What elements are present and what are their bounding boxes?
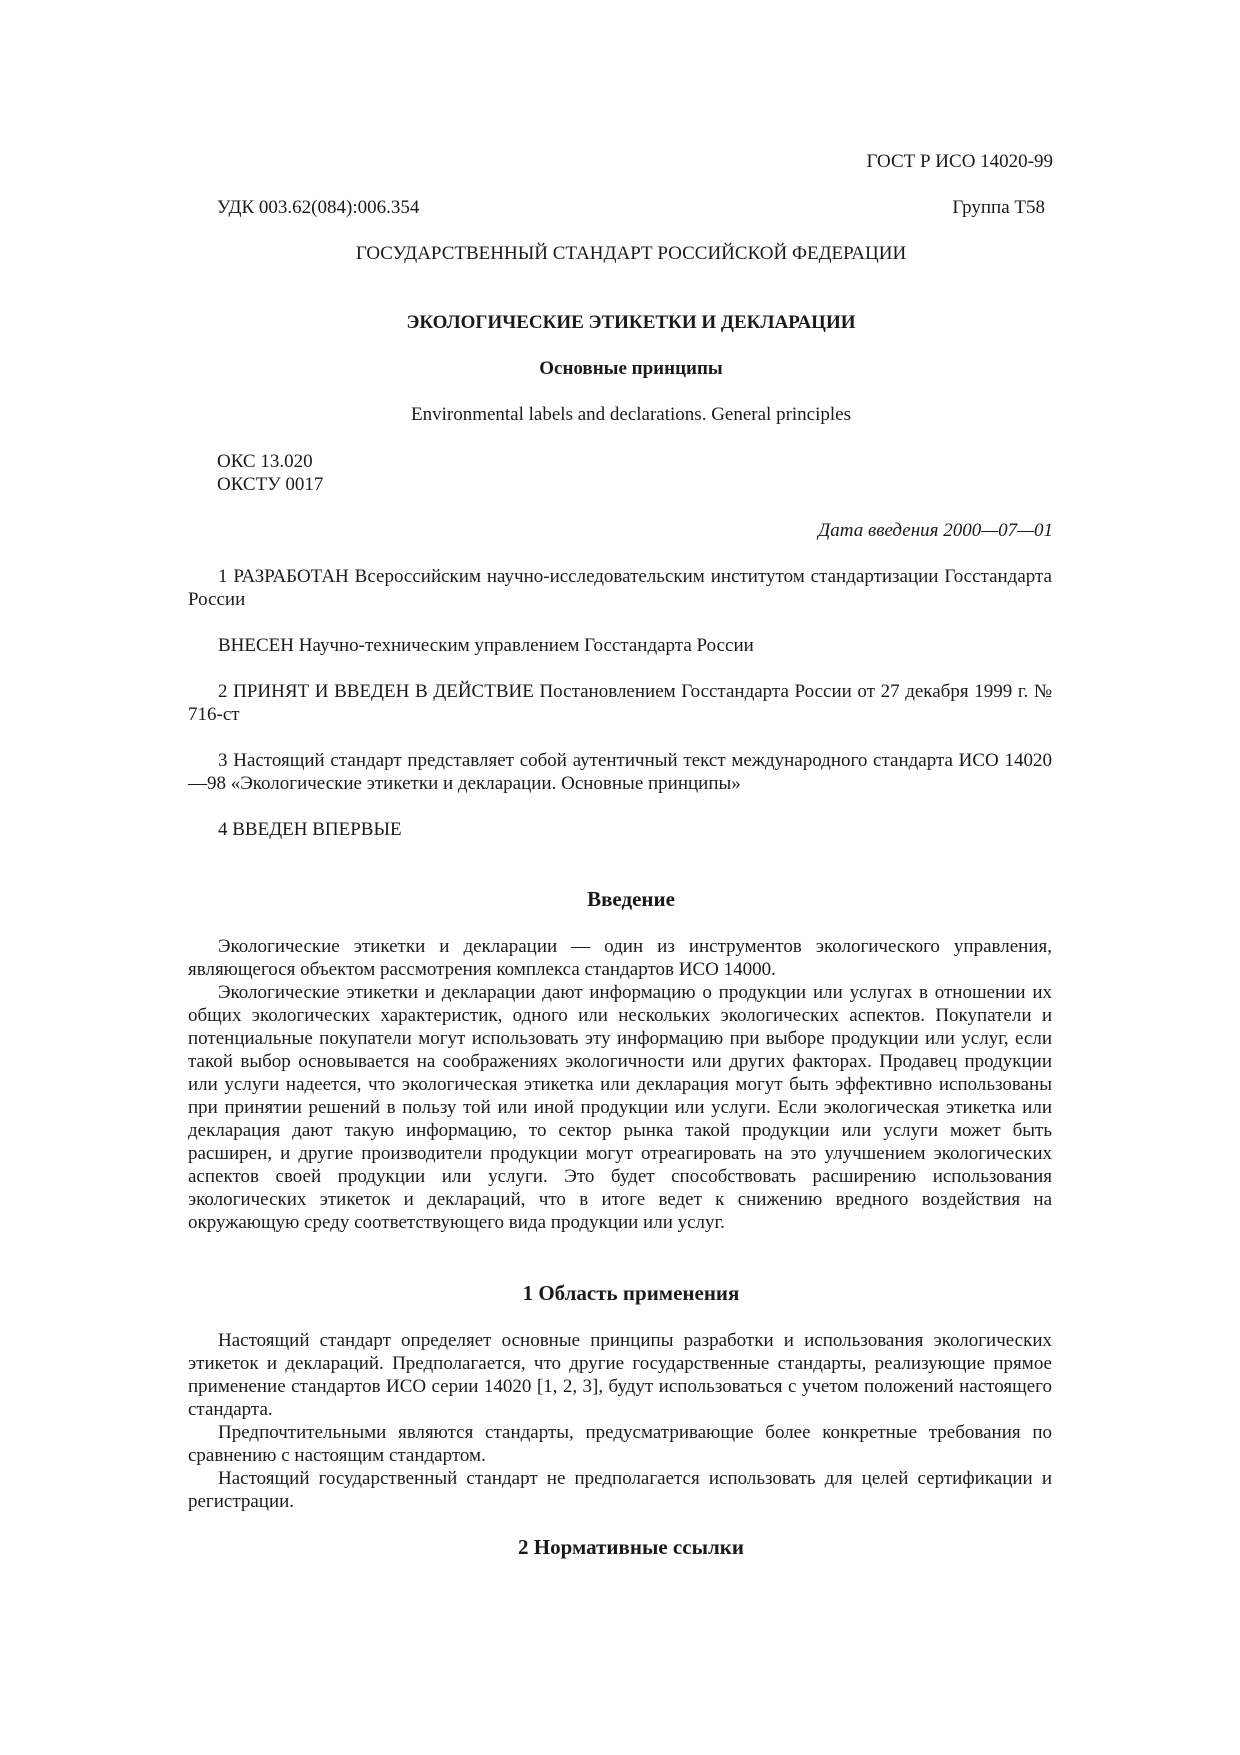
preface-text: ВНЕСЕН Научно-техническим управлением Госстандарта России (218, 635, 754, 656)
scope-paragraph: Настоящий стандарт определяет основные принципы разработки и использования экологических этикеток и деклараций. Предполагается, что другие государственные стандарты, реализующие прямое применение стандартов ИСО серии 14020 [1, 2, 3], будут использоваться с учетом положений настоящего стандарта. (188, 1330, 1052, 1420)
oks-code: ОКС 13.020 (217, 451, 313, 472)
scope-paragraph: Предпочтительными являются стандарты, предусматривающие более конкретные требования по сравнению с настоящим стандартом. (188, 1422, 1052, 1466)
document-subtitle: Основные принципы (539, 358, 723, 379)
intro-date: Дата введения 2000—07—01 (818, 520, 1053, 541)
group-code: Группа Т58 (952, 197, 1045, 218)
preface-text: 2 ПРИНЯТ И ВВЕДЕН В ДЕЙСТВИЕ Постановлением Госстандарта России от 27 декабря 1999 г. № 716-ст (188, 681, 1052, 725)
preface-item (188, 565, 1052, 611)
references-heading: 2 Нормативные ссылки (518, 1535, 744, 1559)
preface-item (188, 818, 1052, 841)
udk-code: УДК 003.62(084):006.354 (217, 197, 420, 218)
preface-text: 3 Настоящий стандарт представляет собой аутентичный текст международного стандарта ИСО 14020—98 «Экологические этикетки и декларации. Основные принципы» (188, 750, 1052, 794)
english-title: Environmental labels and declarations. General principles (410, 404, 851, 425)
preface-item (188, 634, 1052, 657)
preface-item (188, 749, 1052, 795)
scope-heading: 1 Область применения (522, 1281, 740, 1305)
standard-code: ГОСТ Р ИСО 14020-99 (866, 151, 1053, 172)
preface-item (188, 680, 1052, 726)
scope-paragraph: Настоящий государственный стандарт не предполагается использовать для целей сертификации и регистрации. (188, 1468, 1052, 1512)
introduction-body (188, 935, 1052, 1234)
preface-text: 4 ВВЕДЕН ВПЕРВЫЕ (218, 819, 402, 840)
document-title: ЭКОЛОГИЧЕСКИЕ ЭТИКЕТКИ И ДЕКЛАРАЦИИ (406, 312, 856, 333)
introduction-paragraph: Экологические этикетки и декларации дают информацию о продукции или услугах в отношении их общих экологических характеристик, одного или нескольких экологических аспектов. Покупатели и потенциальные покупатели могут использовать эту информацию при выборе продукции или услуг, если такой выбор основывается на соображениях экологичности или других факторах. Продавец продукции или услуги надеется, что экологическая этикетка или декларация могут быть эффективно использованы при принятии решений в пользу той или иной продукции или услуги. Если экологическая этикетка или декларация дают такую информацию, то сектор рынка такой продукции или услуги может быть расширен, и другие производители продукции могут отреагировать на это улучшением экологических аспектов своей продукции или услуги. Это будет способствовать расширению использования экологических этикеток и деклараций, что в итоге ведет к снижению вредного воздействия на окружающую среду соответствующего вида продукции или услуг. (188, 982, 1052, 1233)
state-standard-title: ГОСУДАРСТВЕННЫЙ СТАНДАРТ РОССИЙСКОЙ ФЕДЕРАЦИИ (355, 243, 907, 264)
preface-text: 1 РАЗРАБОТАН Всероссийским научно-исследовательским институтом стандартизации Госстандарта России (188, 566, 1052, 610)
introduction-paragraph: Экологические этикетки и декларации — один из инструментов экологического управления, являющегося объектом рассмотрения комплекса стандартов ИСО 14000. (188, 936, 1052, 980)
introduction-heading: Введение (587, 887, 675, 911)
scope-body (188, 1329, 1052, 1513)
okstu-code: ОКСТУ 0017 (217, 474, 324, 495)
